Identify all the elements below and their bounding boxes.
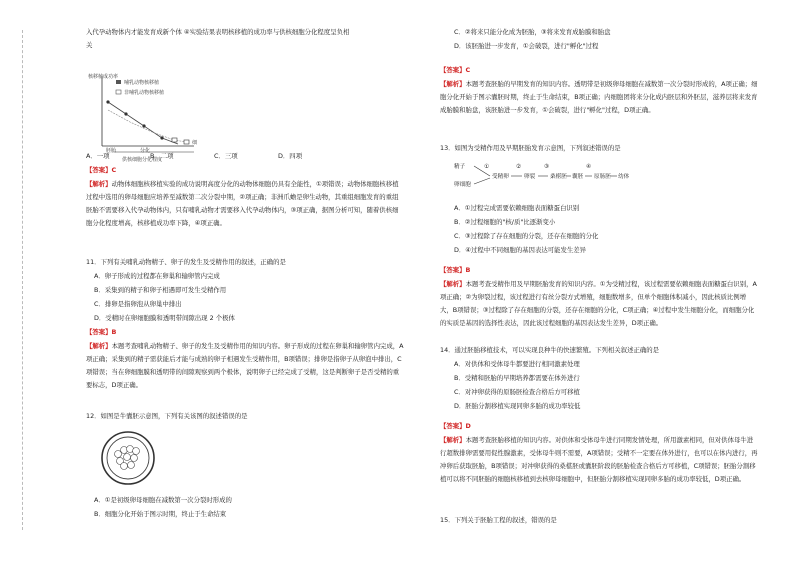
data-point xyxy=(106,100,109,103)
q10-stem-line2: 关 xyxy=(86,41,93,49)
explanation-tag: 【解析】 xyxy=(440,436,466,444)
gastrula-label: 原肠胚 xyxy=(594,174,611,180)
q10-option-a: A．一项 xyxy=(86,152,110,160)
cell xyxy=(131,455,138,462)
step3-label: ③ xyxy=(544,164,550,170)
q13-option-b: B．②过程细胞的"核/质"比逐渐变小 xyxy=(454,218,556,226)
q12-stem: 12．如图是牛囊胚示意图，下列有关该图的叙述错误的是 xyxy=(86,412,248,420)
q13-option-c: C．③过程除了存在细胞的分裂，还存在细胞的分化 xyxy=(454,232,599,240)
q10-option-c: C．三项 xyxy=(214,152,238,160)
sperm-label: 精子 xyxy=(454,164,466,170)
q10-stem-line1: 入代孕动物体内才能发育成新个体 ④实验结果表明核移植的成功率与供核细胞分化程度呈负相 xyxy=(86,28,350,36)
q14-option-a: A．对供体和受体母牛都要进行相同激素处理 xyxy=(454,360,580,368)
step4-label: ④ xyxy=(586,164,592,170)
q10-option-d: D．四项 xyxy=(278,152,303,160)
larva-label: 幼体 xyxy=(618,174,630,180)
q10-explanation xyxy=(86,178,404,230)
series-mammal-line xyxy=(108,102,178,144)
data-point xyxy=(124,112,127,115)
q14-answer: 【答案】D xyxy=(440,422,471,430)
q13-option-d: D．④过程中不同细胞的基因表达可能发生差异 xyxy=(454,246,587,254)
q12-option-a: A．①是初级卵母细胞在减数第一次分裂时形成的 xyxy=(94,496,232,504)
data-point xyxy=(172,138,177,142)
q11-option-b: B．采集到的精子和卵子相遇即可发生受精作用 xyxy=(94,286,227,294)
q13-explanation xyxy=(440,278,758,330)
cell xyxy=(124,454,131,461)
q10-answer: 【答案】C xyxy=(86,166,117,174)
q14-option-b: B．受精和胚胎的早期培养都需要在体外进行 xyxy=(454,374,580,382)
explanation-tag: 【解析】 xyxy=(86,180,112,188)
cleavage-label: 卵裂 xyxy=(524,174,536,180)
step2-label: ② xyxy=(516,164,522,170)
explanation-tag: 【解析】 xyxy=(86,342,112,350)
q10-option-b: B．二项 xyxy=(150,152,174,160)
data-point xyxy=(142,124,145,127)
binding-dashed-line xyxy=(22,30,23,530)
series-nonmammal-line xyxy=(108,110,186,142)
explanation-text: 本题考查胚胎移植的知识内容。对供体和受体母牛进行同期发情处理，所用激素相同，但对供体母牛进行超数排卵需要用促性腺激素，受体母牛则不需要，A项错误；受精不一定要在体外进行，也可以在体内进行，再冲卵后获取胚胎，B项错误；对冲卵获得的桑椹胚或囊胚阶段的胚胎检查合格后方可移植，C项错误；胚胎分割移植可以将不同胚胎的细胞核移植到去核卵母细胞中，但胚胎分割移植实现同卵多胎的成功率较低，D项正确。 xyxy=(440,436,758,483)
q13-option-a: A．①过程完成需要依赖细胞表面糖蛋白识别 xyxy=(454,204,580,212)
q12-option-b: B．细胞分化开始于图示时期，终止于生命结束 xyxy=(94,510,227,518)
q12-answer: 【答案】C xyxy=(440,66,471,74)
zygote-label: 受精卵 xyxy=(492,174,509,180)
legend-marker-1 xyxy=(116,80,121,84)
q14-stem: 14．通过胚胎移植技术，可以实现良种牛的快速繁殖。下列相关叙述正确的是 xyxy=(440,346,660,354)
arrow xyxy=(474,178,490,184)
q11-stem: 11．下列有关哺乳动物精子、卵子的发生及受精作用的叙述，正确的是 xyxy=(86,258,286,266)
chart-xlabel-1: 胚胎 xyxy=(106,148,117,154)
explanation-text: 本题考查胚胎的早期发育的知识内容。透明带是初级卵母细胞在减数第一次分裂时形成的，A项正确；细胞分化开始于图示囊胚时期，终止于生命结束，B项正确；内细胞团将来分化成内胚层和外胚层，滋养层将来发育成胎膜和胎盘，该胚胎进一步发育，①会破裂，进行"孵化"过程，D项正确。 xyxy=(440,80,758,114)
data-point xyxy=(184,140,189,144)
legend-label-1: 哺乳动物核移植 xyxy=(124,80,160,86)
cell xyxy=(133,448,140,455)
q13-answer: 【答案】B xyxy=(440,266,471,274)
binding-margin xyxy=(0,0,40,561)
q11-explanation xyxy=(86,340,404,392)
step1-label: ① xyxy=(484,164,490,170)
q11-answer: 【答案】B xyxy=(86,328,117,336)
q14-option-d: D．胚胎分割移植实现同卵多胎的成功率较低 xyxy=(454,402,581,410)
chart-xlabel-2: 分化 xyxy=(140,148,151,154)
q12-option-c: C．②将来只能分化成为胚胎，③将来发育成胎膜和胎盘 xyxy=(454,28,611,36)
q14-explanation xyxy=(440,434,758,486)
q13-diagram xyxy=(454,158,634,194)
explanation-text: 本题考查哺乳动物精子、卵子的发生及受精作用的知识内容。卵子形成的过程在卵巢和输卵管内完成，A项正确；采集到的精子需获能后才能与成熟的卵子相遇发生受精作用，B项错误；排卵是指卵子从卵泡中排出，C项错误；当在卵细胞膜和透明带的间隙观察到两个极体，说明卵子已经完成了受精，这是判断卵子是否受精的重要标志，D项正确。 xyxy=(86,342,404,389)
blastocyst-figure xyxy=(98,428,158,484)
cell xyxy=(121,463,128,470)
q12-option-d: D．该胚胎进一步发育，①会破裂，进行"孵化"过程 xyxy=(454,42,599,50)
q11-option-d: D．受精时在卵细胞膜和透明带间隙出现 2 个极体 xyxy=(94,314,235,322)
chart-ylabel: 核移植成功率 xyxy=(88,74,119,80)
q12-explanation xyxy=(440,78,758,117)
cell xyxy=(128,462,135,469)
q11-option-c: C．排卵是指卵泡从卵巢中排出 xyxy=(94,300,182,308)
cell xyxy=(115,451,122,458)
explanation-tag: 【解析】 xyxy=(440,80,466,88)
explanation-tag: 【解析】 xyxy=(440,280,466,288)
q11-option-a: A．卵子形成的过程都在卵巢和输卵管内完成 xyxy=(94,272,220,280)
q14-option-c: C．对冲卵获得的原肠胚检查合格后方可移植 xyxy=(454,388,580,396)
morula-label: 桑椹胚 xyxy=(550,174,567,180)
egg-label: 卵细胞 xyxy=(454,182,471,188)
legend-marker-2 xyxy=(116,90,121,94)
data-point xyxy=(160,136,163,139)
legend-label-2: 非哺乳动物核移植 xyxy=(124,90,165,96)
blastocyst-svg xyxy=(98,428,158,488)
development-flow-svg xyxy=(454,158,634,194)
blastula-label: 囊胚 xyxy=(572,174,584,180)
explanation-text: 本题考查受精作用及早期胚胎发育的知识内容。①为受精过程，该过程需要依赖细胞表面糖蛋白识别，A项正确；②为卵裂过程，该过程进行有丝分裂方式增殖，细胞数增多，但单个细胞体积减小，因此核质比例增大，B项错误；③过程除了存在细胞的分裂，还存在细胞的分化，C项正确；④过程中发生细胞分化，而细胞分化的实质是基因的选择性表达，因此该过程细胞的基因表达发生差异，D项正确。 xyxy=(440,280,757,327)
chart-xlabel-3: 供核细胞分化程度 xyxy=(122,157,163,163)
q13-stem: 13．如图为受精作用及早期胚胎发育示意图，下列叙述错误的是 xyxy=(440,144,621,152)
q15-stem: 15．下列关于胚胎工程的叙述，错误的是 xyxy=(440,516,557,524)
chart-end-label: 细 xyxy=(192,140,198,146)
explanation-text: 动物体细胞核移植实验的成功说明高度分化的动物体细胞仍具有全能性，①项错误；动物体细胞核移植过程中选用的卵母细胞应培养至减数第二次分裂中期，②项正确；非洲爪蟾是卵生动物，其重组细胞发育的重组胚胎不需要移入代孕动物体内，只有哺乳动物才需要移入代孕动物体内，③项正确，据图分析可知，随着供核细胞分化程度增高，核移植成功率下降，④项正确。 xyxy=(86,180,399,227)
